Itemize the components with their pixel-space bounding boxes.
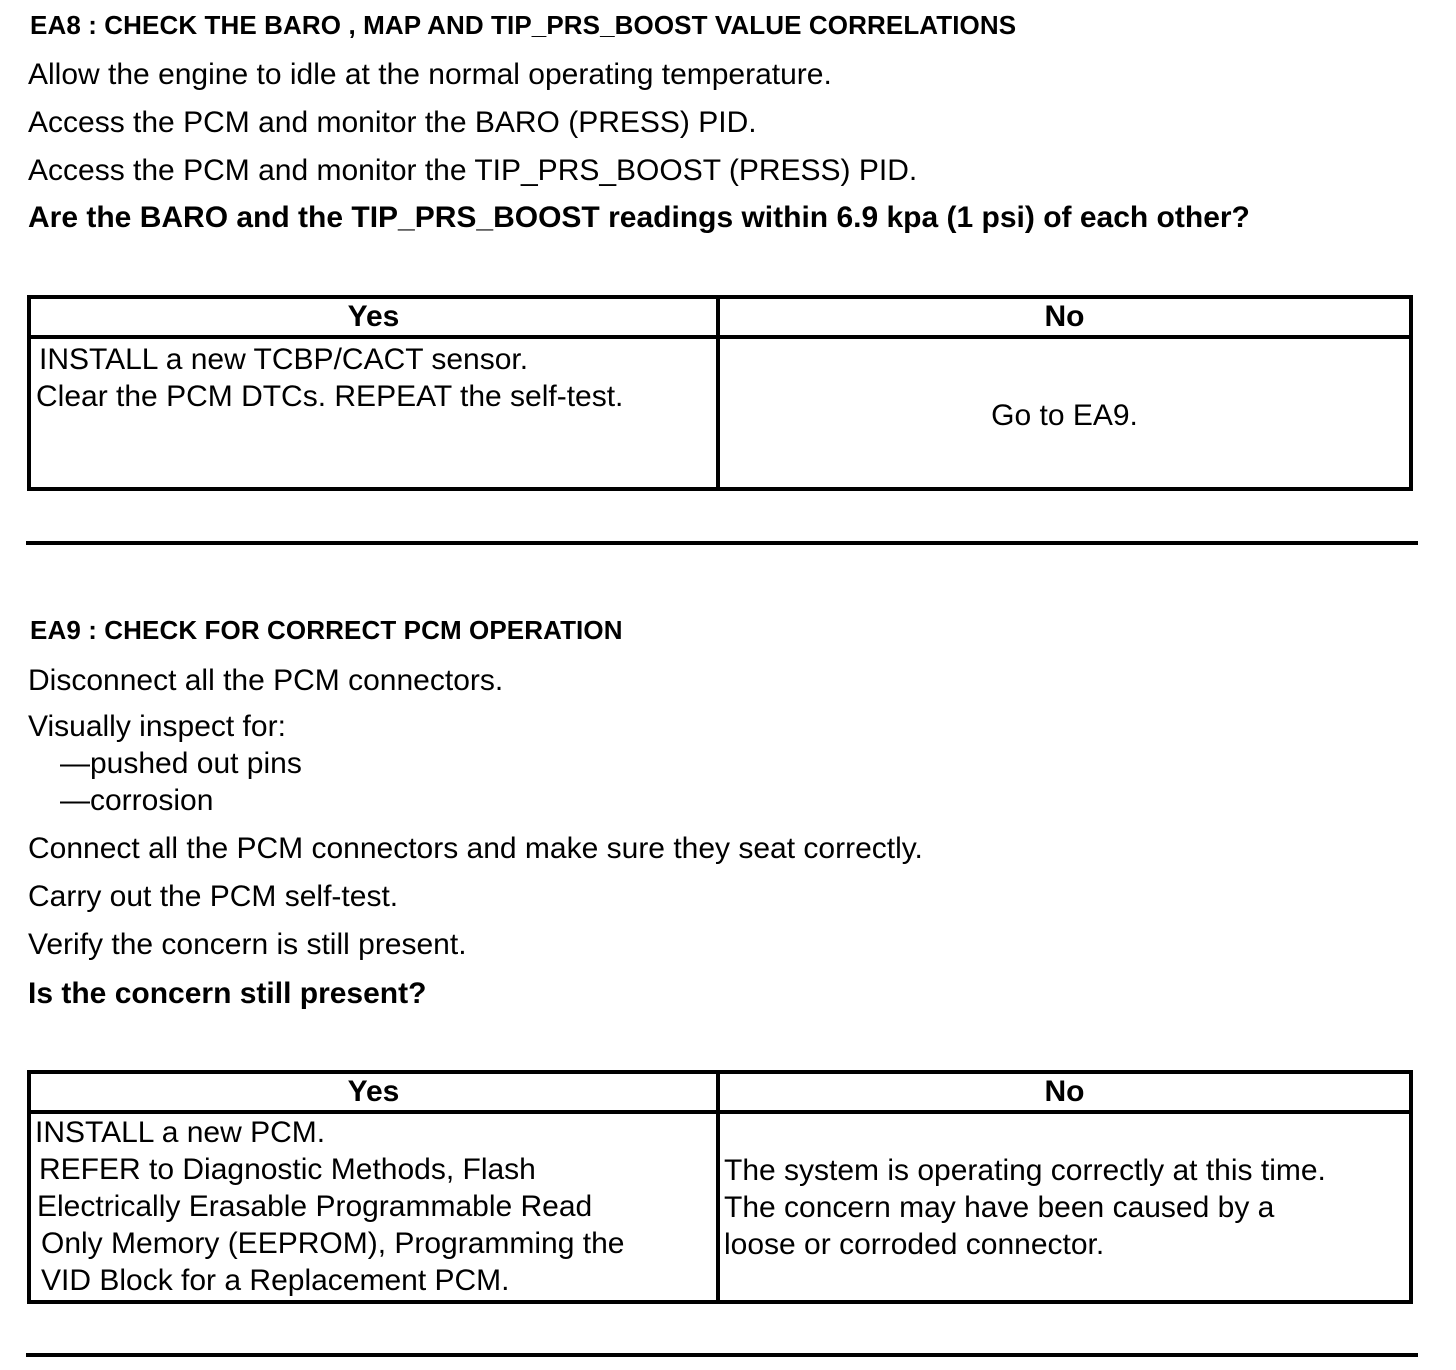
ea8-step-2: Access the PCM and monitor the BARO (PRESS) PID.	[28, 106, 757, 139]
ea9-step-2: Connect all the PCM connectors and make sure they seat correctly.	[28, 832, 923, 865]
ea9-yes-cell	[29, 1112, 718, 1302]
ea8-no-cell	[718, 337, 1411, 489]
ea9-no-line: The system is operating correctly at this time.	[724, 1154, 1326, 1187]
ea9-question: Is the concern still present?	[28, 977, 427, 1010]
ea9-yes-line: VID Block for a Replacement PCM.	[41, 1264, 510, 1297]
ea8-no-header: No	[718, 297, 1411, 337]
ea9-no-header: No	[718, 1072, 1411, 1112]
ea9-inspect-item: —corrosion	[60, 784, 214, 817]
ea9-step-3: Carry out the PCM self-test.	[28, 880, 399, 913]
ea9-inspect-label: Visually inspect for:	[28, 710, 286, 743]
ea9-yes-line: Only Memory (EEPROM), Programming the	[41, 1227, 625, 1260]
ea9-step-4: Verify the concern is still present.	[28, 928, 467, 961]
ea8-step-1: Allow the engine to idle at the normal operating temperature.	[28, 58, 832, 91]
ea8-yes-line: INSTALL a new TCBP/CACT sensor.	[39, 343, 529, 376]
ea9-step-1: Disconnect all the PCM connectors.	[28, 664, 504, 697]
section-divider	[26, 1353, 1418, 1357]
ea8-yes-line: Clear the PCM DTCs. REPEAT the self-test.	[36, 380, 624, 413]
ea9-yes-line: Electrically Erasable Programmable Read	[37, 1190, 593, 1223]
ea8-question: Are the BARO and the TIP_PRS_BOOST readings within 6.9 kpa (1 psi) of each other?	[28, 201, 1250, 234]
ea9-inspect-item: —pushed out pins	[60, 747, 302, 780]
ea8-step-3: Access the PCM and monitor the TIP_PRS_BOOST (PRESS) PID.	[28, 154, 918, 187]
ea9-no-line: loose or corroded connector.	[724, 1228, 1105, 1261]
ea8-no-text: Go to EA9.	[991, 398, 1138, 432]
ea9-decision-table	[27, 1070, 1413, 1304]
ea9-yes-line: REFER to Diagnostic Methods, Flash	[39, 1153, 536, 1186]
ea9-heading: EA9 : CHECK FOR CORRECT PCM OPERATION	[30, 615, 623, 645]
ea8-heading: EA8 : CHECK THE BARO , MAP AND TIP_PRS_BOOST VALUE CORRELATIONS	[30, 10, 1017, 40]
ea9-yes-line: INSTALL a new PCM.	[35, 1116, 326, 1149]
section-divider	[26, 541, 1418, 545]
ea8-decision-table	[27, 295, 1413, 491]
ea8-yes-header: Yes	[29, 297, 718, 337]
ea9-no-cell	[718, 1112, 1411, 1302]
ea9-yes-header: Yes	[29, 1072, 718, 1112]
ea8-yes-cell	[29, 337, 718, 489]
ea9-no-line: The concern may have been caused by a	[724, 1191, 1275, 1224]
